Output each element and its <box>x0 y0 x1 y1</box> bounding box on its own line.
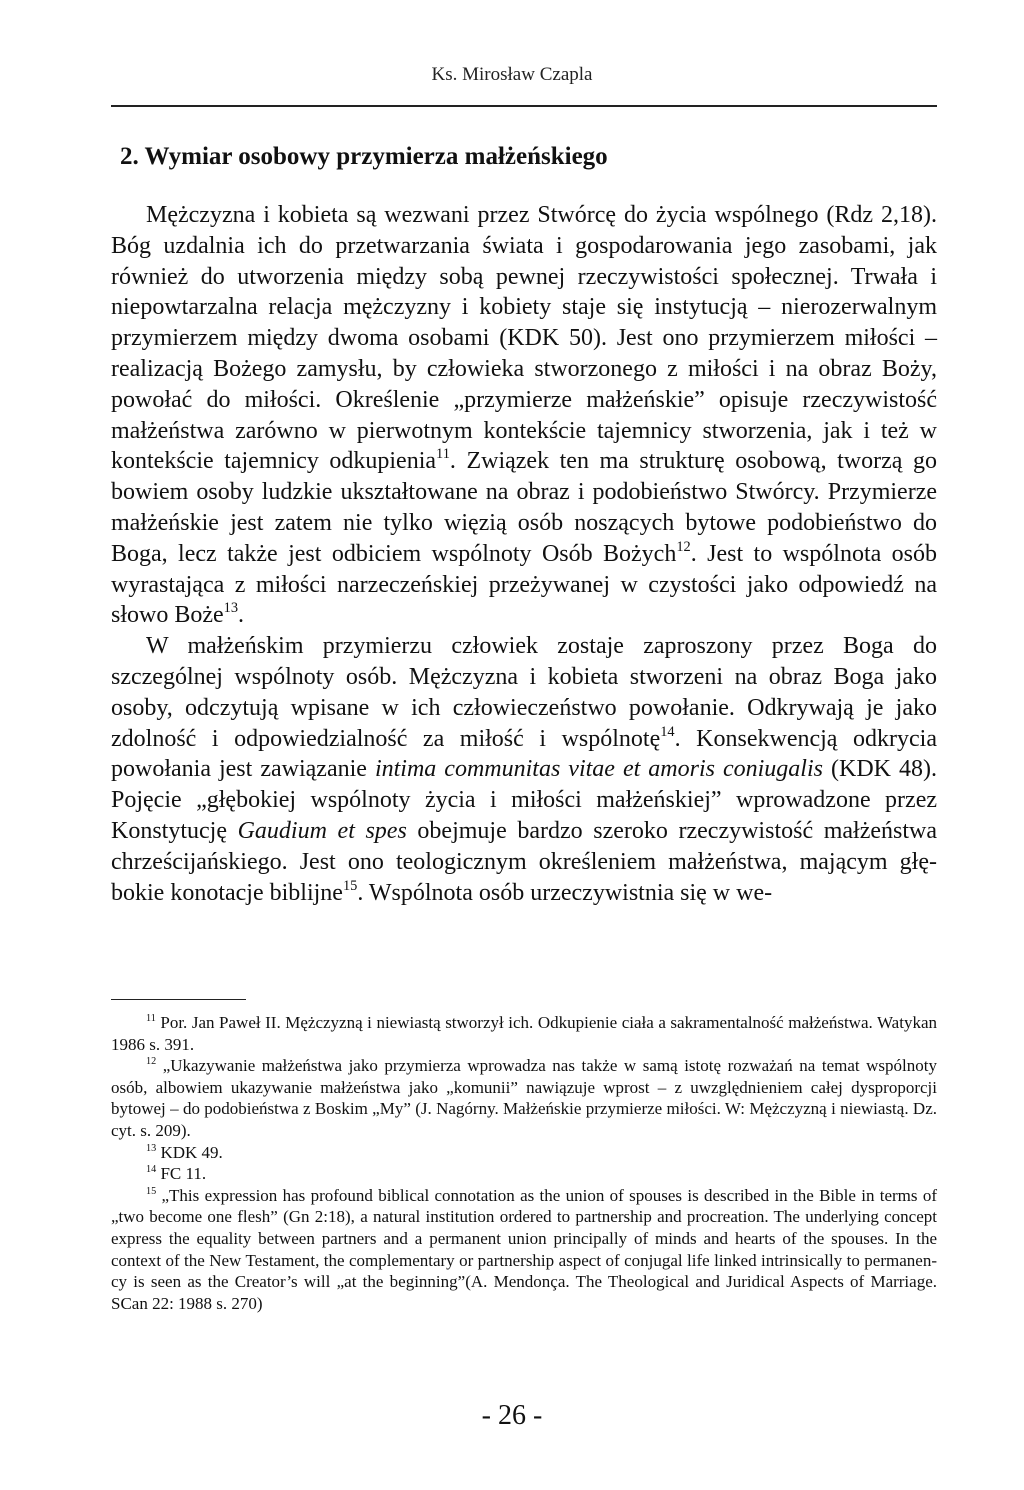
footnote-number: 14 <box>146 1164 157 1176</box>
footnote-ref: 13 <box>223 600 239 617</box>
text-run: . <box>238 602 245 629</box>
text-run: obejmuje bardzo szeroko rzeczywistość małżeństwa chrześcijańskiego. Jest ono teologicznym określeniem małżeństwa, mającym głębokie konotacje biblijne <box>111 817 937 906</box>
footnote <box>111 1055 937 1141</box>
latin-term: intima communitas vitae et amoris coniugalis <box>374 756 823 783</box>
footnote-number: 12 <box>146 1056 157 1068</box>
footnote-number: 11 <box>146 1012 156 1024</box>
body-paragraph <box>111 200 937 631</box>
footnote-text: FC 11. <box>156 1164 207 1184</box>
text-run: . Konsekwencją odkrycia powołania jest zawiązanie <box>111 725 937 783</box>
text-run: . Wspólnota osób urzeczywistnia się w we- <box>357 879 773 906</box>
header-rule <box>111 105 937 107</box>
footnotes <box>111 1012 937 1314</box>
footnote <box>111 1185 937 1315</box>
text-run: Mężczyzna i kobieta są wezwani przez Stwórcę do życia wspólnego (Rdz 2,18). Bóg uzdalnia ich do przetwarzania świata i gospodarowania jego zasobami, jak również do utworzenia między sobą pewnej rzeczywistości społecznej. Trwała i niepowtarzalna relacja mężczyzny i kobiety staje się instytucją – nierozerwalnym przymierzem między dwoma osobami (KDK 50). Jest ono przymierzem miłości – realizacją Bożego zamysłu, by człowieka stworzonego z miłości i na obraz Boży, powołać do miłości. Określenie „przymierze małżeńskie” opisuje rzeczywistość małżeństwa zarówno w pierwotnym kontekście tajemnicy stworzenia, jak i też w kontekście tajemnicy odkupienia <box>111 202 937 475</box>
footnote-text: „This expression has profound biblical connotation as the union of spouses is described in the Bible in terms of „two become one flesh” (Gn 2:18), a natural institution ordered to partnership and procreation. The underlying concept express the equality between partners and a permanent union principally of minds and hearts of the spouses. In the context of the New Testament, the complementary or partnership aspect of conjugal life linked intrinsically to permanency is seen as the Creator’s will „at the beginning”(A. Mendonça. The Theological and Juridical Aspects of Marriage. SCan 22: 1988 s. 270) <box>111 1185 937 1313</box>
footnote-ref: 15 <box>342 877 358 894</box>
footnote-separator <box>111 999 246 1000</box>
footnote <box>111 1163 937 1185</box>
footnote-number: 13 <box>146 1142 157 1154</box>
text-run: (KDK 48). Pojęcie „głębokiej wspólnoty życia i miłości małżeńskiej” wprowadzone przez Konstytucję <box>111 756 937 844</box>
footnote-ref: 14 <box>660 723 675 740</box>
body-paragraph <box>111 631 937 908</box>
footnote-text: „Ukazywanie małżeństwa jako przymierza wprowadza nas także w samą istotę rozważań na temat wspólnoty osób, albowiem ukazywanie małżeństwa jako „komunii” nawiązuje wprost – z uwzględnieniem całej dysproporcji bytowej – do podobieństwa z Boskim „My” (J. Nagórny. Małżeńskie przymierze miłości. W: Mężczyzną i niewiastą. Dz. cyt. s. 209). <box>111 1056 937 1140</box>
footnote-text: Por. Jan Paweł II. Mężczyzną i niewiastą stworzył ich. Odkupienie ciała a sakramentalność małżeństwa. Watykan 1986 s. 391. <box>111 1013 937 1054</box>
running-head: Ks. Mirosław Czapla <box>431 64 593 85</box>
footnote-ref: 11 <box>436 446 450 463</box>
text-run: . Jest to wspólnota osób wyrastająca z miłości narzeczeńskiej przeżywanej w czystości jako odpowiedź na słowo Boże <box>111 540 937 629</box>
text-run: . Związek ten ma strukturę osobową, tworzą go bowiem osoby ludzkie ukształtowane na obraz i podobieństwo Stwórcy. Przymierze małżeńskie jest zatem nie tylko więzią osób noszących bytowe podobieństwo do Boga, lecz także jest odbiciem wspólnoty Osób Bożych <box>111 448 937 567</box>
footnote-number: 15 <box>146 1185 157 1197</box>
section-title: 2. Wymiar osobowy przymierza małżeńskiego <box>120 143 608 170</box>
body-text <box>111 200 937 908</box>
footnote-text: KDK 49. <box>156 1142 223 1162</box>
footnote <box>111 1012 937 1055</box>
footnote <box>111 1142 937 1164</box>
footnote-ref: 12 <box>676 538 691 555</box>
text-run: W małżeńskim przymierzu człowiek zostaje zaproszony przez Boga do szczególnej wspólnoty osób. Mężczyzna i kobieta stworzeni na obraz Boga jako osoby, odczytują wpisane w ich człowieczeństwo powołanie. Odkrywają je jako zdolność i odpowiedzialność za miłość i wspólnotę <box>111 633 937 752</box>
page-number: - 26 - <box>481 1400 543 1431</box>
latin-term: Gaudium et spes <box>237 817 407 844</box>
